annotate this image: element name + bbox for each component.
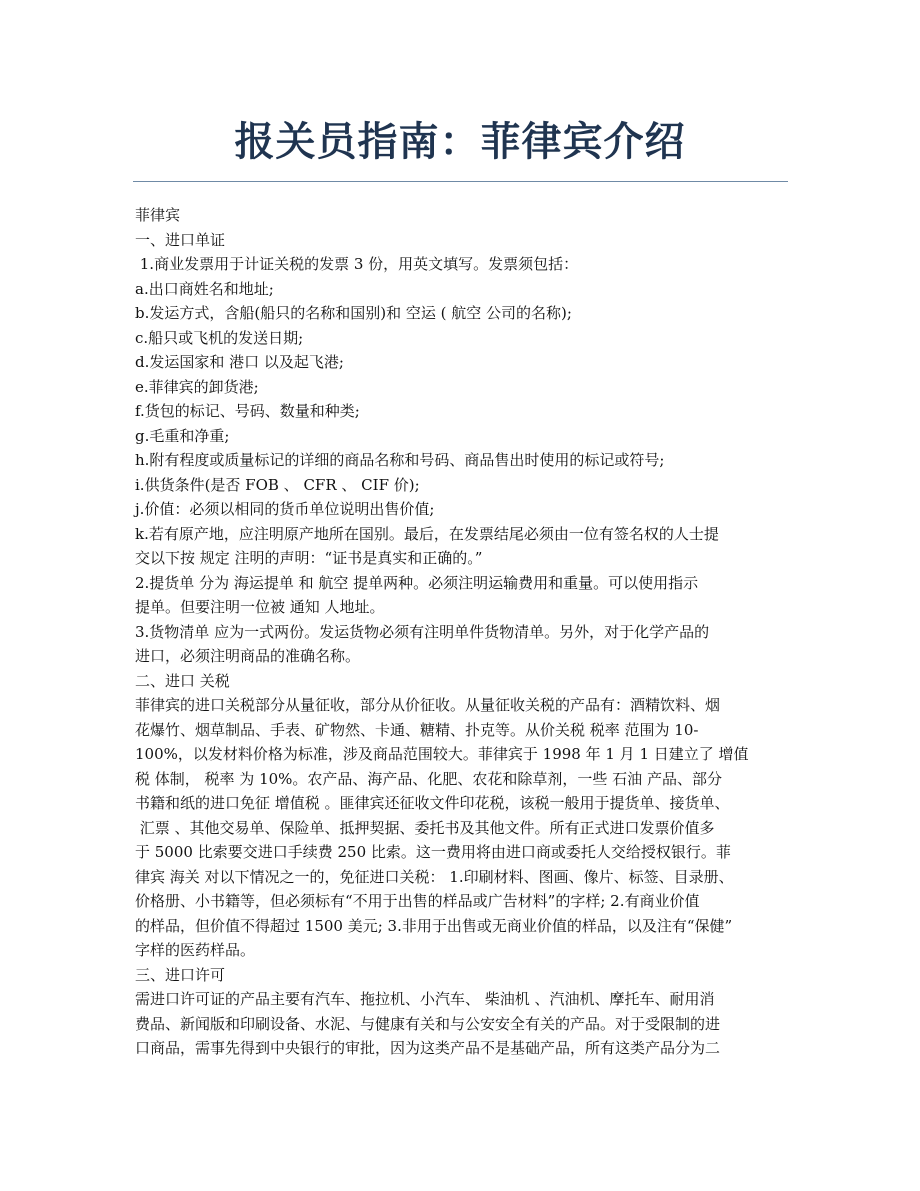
section-heading: 一、进口单证 <box>135 230 226 249</box>
text-line: e.菲律宾的卸货港; <box>135 377 259 396</box>
text-line: 费品、新闻版和印刷设备、水泥、与健康有关和与公安安全有关的产品。对于受限制的进 <box>135 1014 721 1033</box>
text-line: 100%，以发材料价格为标准，涉及商品范围较大。菲律宾于 1998 年 1 月 1 日建立了 增值 <box>135 745 749 763</box>
text-line: 交以下按 规定 注明的声明：“证书是真实和正确的。” <box>135 549 483 567</box>
text-line: 书籍和纸的进口免征 增值税 。匪律宾还征收文件印花税，该税一般用于提货单、接货单、 <box>135 794 730 812</box>
text-line: 于 5000 比索要交进口手续费 250 比索。这一费用将由进口商或委托人交给授权银行。菲 <box>135 843 731 861</box>
text-line: k.若有原产地，应注明原产地所在国别。最后，在发票结尾必须由一位有签名权的人士提 <box>135 524 719 543</box>
text-line: 税 体制， 税率 为 10%。农产品、海产品、化肥、农花和除草剂，一些 石油 产品、部分 <box>135 769 722 788</box>
text-line: 3.货物清单 应为一式两份。发运货物必须有注明单件货物清单。另外，对于化学产品的 <box>135 622 710 641</box>
text-line: 的样品，但价值不得超过 1500 美元; 3.非用于出售或无商业价值的样品，以及注有“保健” <box>135 916 733 935</box>
text-line: d.发运国家和 港口 以及起飞港; <box>135 353 344 371</box>
text-line: 需进口许可证的产品主要有汽车、拖拉机、小汽车、 柴油机 、汽油机、摩托车、耐用消 <box>135 990 715 1008</box>
text-line: g.毛重和净重; <box>135 426 230 445</box>
text-line: i.供货条件(是否 FOB 、 CFR 、 CIF 价); <box>135 475 420 494</box>
text-line: 2.提货单 分为 海运提单 和 航空 提单两种。必须注明运输费用和重量。可以使用指示 <box>135 573 699 592</box>
text-line: c.船只或飞机的发送日期; <box>135 328 304 347</box>
text-line: 字样的医药样品。 <box>135 941 256 959</box>
section-heading: 二、进口 关税 <box>135 671 230 690</box>
text-line: f.货包的标记、号码、数量和种类; <box>135 402 360 420</box>
title-divider <box>133 181 788 182</box>
text-line: h.附有程度或质量标记的详细的商品名称和号码、商品售出时使用的标记或符号; <box>135 451 665 469</box>
text-line: b.发运方式，含船(船只的名称和国别)和 空运 ( 航空 公司的名称); <box>135 304 572 322</box>
text-line: j.价值：必须以相同的货币单位说明出售价值; <box>135 500 435 518</box>
document-body <box>135 203 785 1061</box>
text-line: 口商品，需事先得到中央银行的审批，因为这类产品不是基础产品，所有这类产品分为二 <box>135 1039 721 1057</box>
section-heading: 三、进口许可 <box>135 965 226 984</box>
text-line: a.出口商姓名和地址; <box>135 279 274 298</box>
text-line: 提单。但要注明一位被 通知 人地址。 <box>135 598 385 616</box>
text-line: 菲律宾的进口关税部分从量征收，部分从价征收。从量征收关税的产品有：酒精饮料、烟 <box>135 696 721 714</box>
text-line: 律宾 海关 对以下情况之一的，免征进口关税： 1.印刷材料、图画、像片、标签、目录册、 <box>135 867 734 886</box>
page-title: 报关员指南：菲律宾介绍 <box>234 119 686 165</box>
text-line: 菲律宾 <box>135 206 181 224</box>
text-line: 汇票 、其他交易单、保险单、抵押契据、委托书及其他文件。所有正式进口发票价值多 <box>135 818 715 837</box>
text-line: 花爆竹、烟草制品、手表、矿物然、卡通、糖精、扑克等。从价关税 税率 范围为 10- <box>135 720 699 739</box>
text-line: 1.商业发票用于计证关税的发票 3 份，用英文填写。发票须包括： <box>135 255 579 273</box>
text-line: 价格册、小书籍等，但必须标有“不用于出售的样品或广告材料”的字样; 2.有商业价值 <box>135 892 700 910</box>
text-line: 进口，必须注明商品的准确名称。 <box>135 647 361 665</box>
